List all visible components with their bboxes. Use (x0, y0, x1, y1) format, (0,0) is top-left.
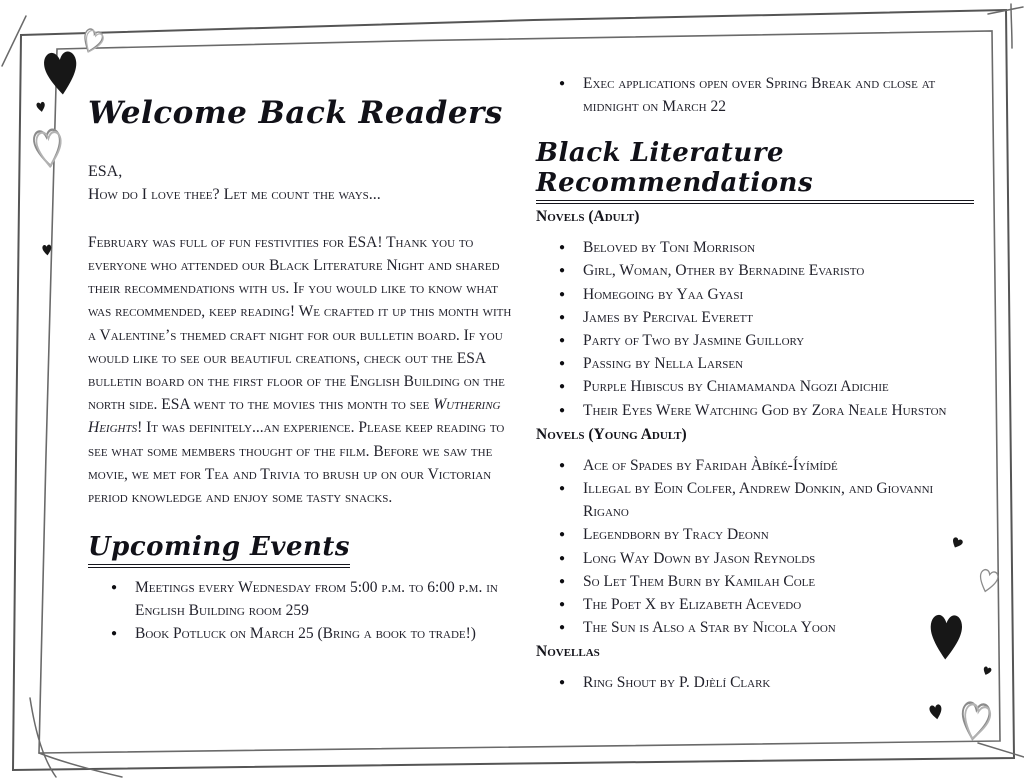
list-item: ● Legendborn by Tracy Deonn (583, 523, 974, 546)
section-label: Novels (Young Adult) (536, 425, 687, 443)
section-novels-young-adult (536, 424, 974, 640)
list-item: ● Homegoing by Yaa Gyasi (583, 283, 974, 306)
list-item: ● Passing by Nella Larsen (583, 352, 974, 375)
section-label: Novellas (536, 643, 600, 661)
list-item: ● James by Percival Everett (583, 306, 974, 329)
list-item: ● Ring Shout by P. Djèlí Clark (583, 671, 974, 694)
left-column (88, 0, 512, 646)
recommendations-section (536, 139, 974, 204)
list-item: ● Purple Hibiscus by Chiamamanda Ngozi Adichie (583, 375, 974, 398)
right-column (536, 0, 974, 695)
small-filled-heart-icon (929, 704, 943, 720)
recommendations-heading: Black Literature Recommendations (536, 139, 974, 204)
list-item: ● Meetings every Wednesday from 5:00 p.m. to 6:00 p.m. in English Building room 259 (135, 576, 512, 622)
list-item: ● Long Way Down by Jason Reynolds (583, 547, 974, 570)
list-item: ● Exec applications open over Spring Break and close at midnight on March 22 (583, 72, 974, 118)
intro-paragraph (88, 231, 512, 509)
list-item: ● Girl, Woman, Other by Bernadine Evaristo (583, 259, 974, 282)
novels-adult-list (536, 236, 974, 422)
opening-line: How do I love thee? Let me count the ways... (88, 185, 381, 203)
list-item: ● Illegal by Eoin Colfer, Andrew Donkin, and Giovanni Rigano (583, 477, 974, 523)
upcoming-events-section (88, 533, 512, 646)
newsletter-title: Welcome Back Readers (88, 95, 503, 131)
exec-announcement-list (536, 72, 974, 118)
upcoming-events-list (88, 576, 512, 646)
movie-title: Wuthering Heights (88, 396, 501, 437)
paragraph-part2: ! It was definitely...an experience. Please keep reading to see what some members thought of the film. Before we saw the movie, we met for Tea and Trivia to brush up on our Victorian period knowledge and enjoy some tasty snacks. (88, 419, 505, 506)
upcoming-events-heading: Upcoming Events (88, 533, 350, 568)
list-item: ● Their Eyes Were Watching God by Zora Neale Hurston (583, 399, 974, 422)
list-item: ● Party of Two by Jasmine Guillory (583, 329, 974, 352)
list-item: ● The Poet X by Elizabeth Acevedo (583, 593, 974, 616)
list-item: ● Beloved by Toni Morrison (583, 236, 974, 259)
greeting (88, 160, 512, 206)
novellas-list (536, 671, 974, 694)
section-novellas (536, 641, 974, 694)
list-item: ● Book Potluck on March 25 (Bring a book to trade!) (135, 622, 512, 645)
section-label: Novels (Adult) (536, 208, 640, 226)
outline-heart-icon (959, 702, 992, 742)
salutation: ESA, (88, 162, 123, 180)
list-item: ● So Let Them Burn by Kamilah Cole (583, 570, 974, 593)
list-item: ● Ace of Spades by Faridah Àbíké-Íyímídé (583, 454, 974, 477)
paragraph-part1: February was full of fun festivities for ESA! Thank you to everyone who attended our Black Literature Night and shared their recommendations with us. If you would like to know what was recommended, keep reading! We crafted it up this month with a Valentine’s themed craft night for our bulletin board. If you would like to see our beautiful creations, check out the ESA bulletin board on the first floor of the English Building on the north side. ESA went to the movies this month to see (88, 233, 512, 414)
list-item: ● The Sun is Also a Star by Nicola Yoon (583, 616, 974, 639)
novels-young-adult-list (536, 454, 974, 640)
section-novels-adult (536, 206, 974, 422)
